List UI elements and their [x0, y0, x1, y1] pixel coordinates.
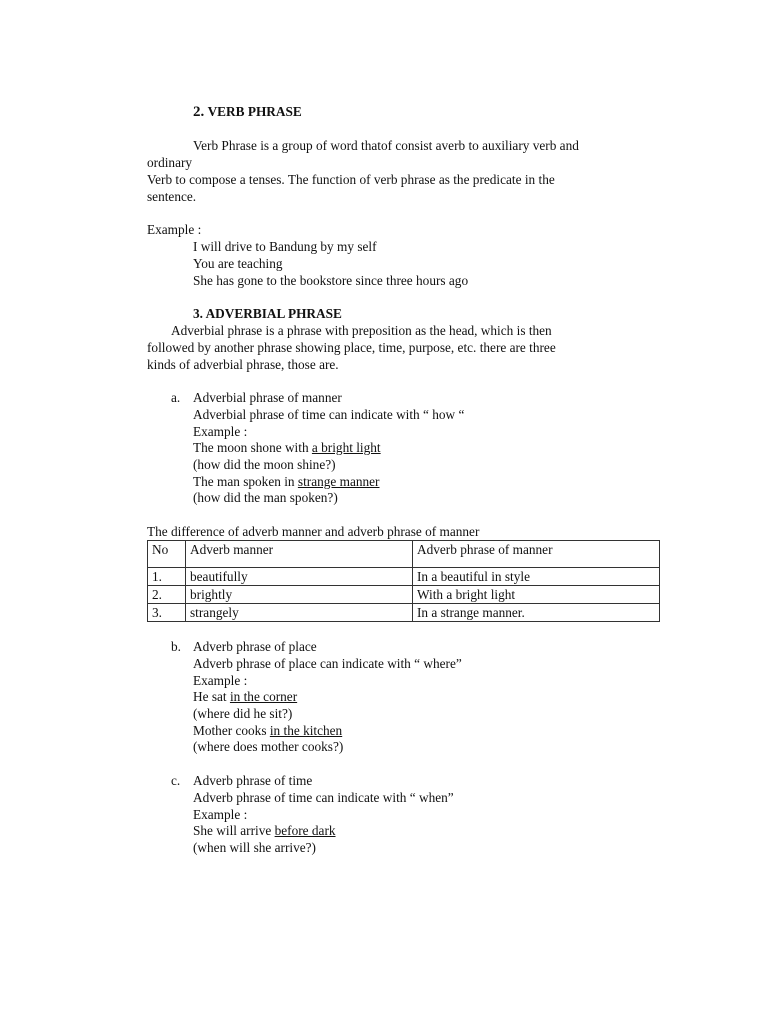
- section-3-heading: 3. ADVERBIAL PHRASE: [193, 306, 342, 321]
- table-cell: 1.: [148, 568, 186, 586]
- subsection-description: Adverb phrase of time can indicate with “ when”: [193, 790, 454, 805]
- table-row: [148, 604, 660, 622]
- example-text: He sat: [193, 689, 230, 704]
- adverbial-intro-line: kinds of adverbial phrase, those are.: [147, 357, 339, 372]
- example-text: She will arrive: [193, 823, 275, 838]
- table-header-cell: Adverb phrase of manner: [413, 541, 660, 568]
- section-2-heading: [193, 104, 302, 121]
- table-header-cell: Adverb manner: [186, 541, 413, 568]
- table-cell: 2.: [148, 586, 186, 604]
- table-row: [148, 568, 660, 586]
- example-sentence: [193, 474, 379, 491]
- example-sentence: You are teaching: [193, 256, 283, 271]
- example-label: Example :: [193, 673, 248, 688]
- subsection-description: Adverb phrase of place can indicate with “ where”: [193, 656, 462, 671]
- section-title: VERB PHRASE: [207, 104, 302, 119]
- verb-phrase-definition-line: Verb Phrase is a group of word thatof consist averb to auxiliary verb and: [193, 138, 579, 153]
- example-sentence: [193, 440, 381, 457]
- subsection-description: Adverbial phrase of time can indicate with “ how “: [193, 407, 465, 422]
- list-marker: b.: [171, 639, 181, 654]
- example-sentence: I will drive to Bandung by my self: [193, 239, 377, 254]
- list-marker: c.: [171, 773, 181, 788]
- underlined-phrase: strange manner: [297, 474, 380, 489]
- table-cell: beautifully: [186, 568, 413, 586]
- verb-phrase-definition-line: sentence.: [147, 189, 197, 204]
- comparison-table: [147, 540, 660, 622]
- adverbial-intro-line: followed by another phrase showing place, time, purpose, etc. there are three: [147, 340, 556, 355]
- example-question: (where does mother cooks?): [193, 739, 344, 754]
- example-sentence: [193, 823, 336, 840]
- table-caption: The difference of adverb manner and adverb phrase of manner: [147, 524, 480, 539]
- example-question: (how did the man spoken?): [193, 490, 338, 505]
- example-label: Example :: [147, 222, 202, 237]
- table-cell: With a bright light: [413, 586, 660, 604]
- subsection-title-place: Adverb phrase of place: [193, 639, 317, 654]
- table-cell: strangely: [186, 604, 413, 622]
- example-question: (how did the moon shine?): [193, 457, 336, 472]
- table-header-row: [148, 541, 660, 568]
- table-cell: In a strange manner.: [413, 604, 660, 622]
- table-cell: brightly: [186, 586, 413, 604]
- subsection-title-manner: Adverbial phrase of manner: [193, 390, 342, 405]
- example-sentence: [193, 689, 297, 706]
- table-cell: 3.: [148, 604, 186, 622]
- example-sentence: [193, 723, 342, 740]
- underlined-phrase: in the corner: [229, 689, 298, 704]
- verb-phrase-definition-line: Verb to compose a tenses. The function of verb phrase as the predicate in the: [147, 172, 555, 187]
- underlined-phrase: before dark: [274, 823, 336, 838]
- list-marker: a.: [171, 390, 181, 405]
- example-label: Example :: [193, 807, 248, 822]
- example-question: (where did he sit?): [193, 706, 293, 721]
- example-label: Example :: [193, 424, 248, 439]
- table-header-cell: No: [148, 541, 186, 568]
- example-text: The moon shone with: [193, 440, 312, 455]
- example-text: The man spoken in: [193, 474, 298, 489]
- example-sentence: She has gone to the bookstore since three hours ago: [193, 273, 469, 288]
- section-number: 2.: [193, 104, 205, 120]
- underlined-phrase: in the kitchen: [269, 723, 343, 738]
- verb-phrase-definition-line: ordinary: [147, 155, 193, 170]
- example-question: (when will she arrive?): [193, 840, 316, 855]
- example-text: Mother cooks: [193, 723, 270, 738]
- table-row: [148, 586, 660, 604]
- adverbial-intro-line: Adverbial phrase is a phrase with preposition as the head, which is then: [171, 323, 552, 338]
- underlined-phrase: a bright light: [311, 440, 381, 455]
- table-cell: In a beautiful in style: [413, 568, 660, 586]
- subsection-title-time: Adverb phrase of time: [193, 773, 313, 788]
